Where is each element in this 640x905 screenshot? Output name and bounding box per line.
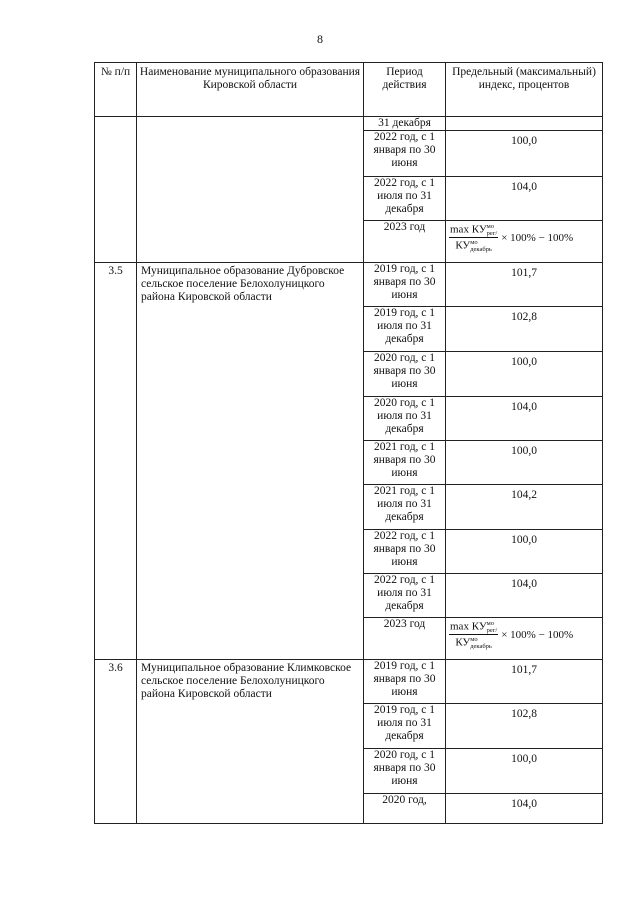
value-cell: 100,0 — [446, 530, 603, 574]
table-row — [95, 263, 603, 307]
period-cell: 2020 год, с 1 января по 30 июня — [364, 749, 446, 794]
period-cell: 2020 год, с 1 января по 30 июня — [364, 352, 446, 397]
value-cell: 100,0 — [446, 131, 603, 177]
name-cell — [137, 117, 364, 263]
value-cell: 104,0 — [446, 574, 603, 618]
formula-numerator: max КУ мо рег/ — [450, 620, 498, 634]
num-cell — [95, 117, 137, 263]
period-cell: 2021 год, с 1 июля по 31 декабря — [364, 485, 446, 530]
period-cell: 2019 год, с 1 июля по 31 декабря — [364, 307, 446, 352]
value-cell: 102,8 — [446, 704, 603, 749]
index-table — [94, 62, 603, 824]
formula-fraction — [449, 620, 498, 650]
formula-denominator: КУ мо декабрь — [455, 636, 492, 650]
value-cell — [446, 117, 603, 131]
formula-denominator: КУ мо декабрь — [455, 239, 492, 253]
value-cell: 101,7 — [446, 263, 603, 307]
value-cell: 100,0 — [446, 749, 603, 794]
value-cell: 101,7 — [446, 660, 603, 704]
formula-cell — [446, 221, 603, 263]
period-cell: 2019 год, с 1 июля по 31 декабря — [364, 704, 446, 749]
header-name: Наименование муниципального образования Кировской области — [137, 63, 364, 117]
header-period: Период действия — [364, 63, 446, 117]
formula-numerator: max КУ мо рег/ — [450, 223, 498, 237]
index-formula — [449, 223, 573, 253]
num-cell: 3.5 — [95, 263, 137, 660]
period-cell: 2021 год, с 1 января по 30 июня — [364, 441, 446, 485]
value-cell: 100,0 — [446, 352, 603, 397]
table-header-row — [95, 63, 603, 117]
index-formula — [449, 620, 573, 650]
table-row — [95, 660, 603, 704]
table-row — [95, 117, 603, 131]
period-cell: 2023 год — [364, 221, 446, 263]
period-cell: 2019 год, с 1 января по 30 июня — [364, 660, 446, 704]
period-cell: 2020 год, с 1 июля по 31 декабря — [364, 397, 446, 441]
num-cell: 3.6 — [95, 660, 137, 824]
formula-fraction — [449, 223, 498, 253]
period-cell: 2020 год, — [364, 794, 446, 824]
header-num: № п/п — [95, 63, 137, 117]
name-cell: Муниципальное образование Климковское сельское поселение Белохолуницкого района Кировской области — [137, 660, 364, 824]
formula-tail: × 100% − 100% — [501, 628, 574, 641]
formula-tail: × 100% − 100% — [501, 231, 574, 244]
header-index: Предельный (максимальный) индекс, процентов — [446, 63, 603, 117]
period-cell: 2019 год, с 1 января по 30 июня — [364, 263, 446, 307]
period-cell: 2022 год, с 1 января по 30 июня — [364, 530, 446, 574]
period-cell: 2023 год — [364, 618, 446, 660]
name-cell: Муниципальное образование Дубровское сельское поселение Белохолуницкого района Кировской области — [137, 263, 364, 660]
value-cell: 102,8 — [446, 307, 603, 352]
value-cell: 104,0 — [446, 177, 603, 221]
value-cell: 104,0 — [446, 794, 603, 824]
period-cell: 2022 год, с 1 января по 30 июня — [364, 131, 446, 177]
period-cell: 31 декабря — [364, 117, 446, 131]
value-cell: 104,0 — [446, 397, 603, 441]
formula-cell — [446, 618, 603, 660]
period-cell: 2022 год, с 1 июля по 31 декабря — [364, 574, 446, 618]
page-number: 8 — [317, 32, 323, 46]
value-cell: 100,0 — [446, 441, 603, 485]
period-cell: 2022 год, с 1 июля по 31 декабря — [364, 177, 446, 221]
value-cell: 104,2 — [446, 485, 603, 530]
